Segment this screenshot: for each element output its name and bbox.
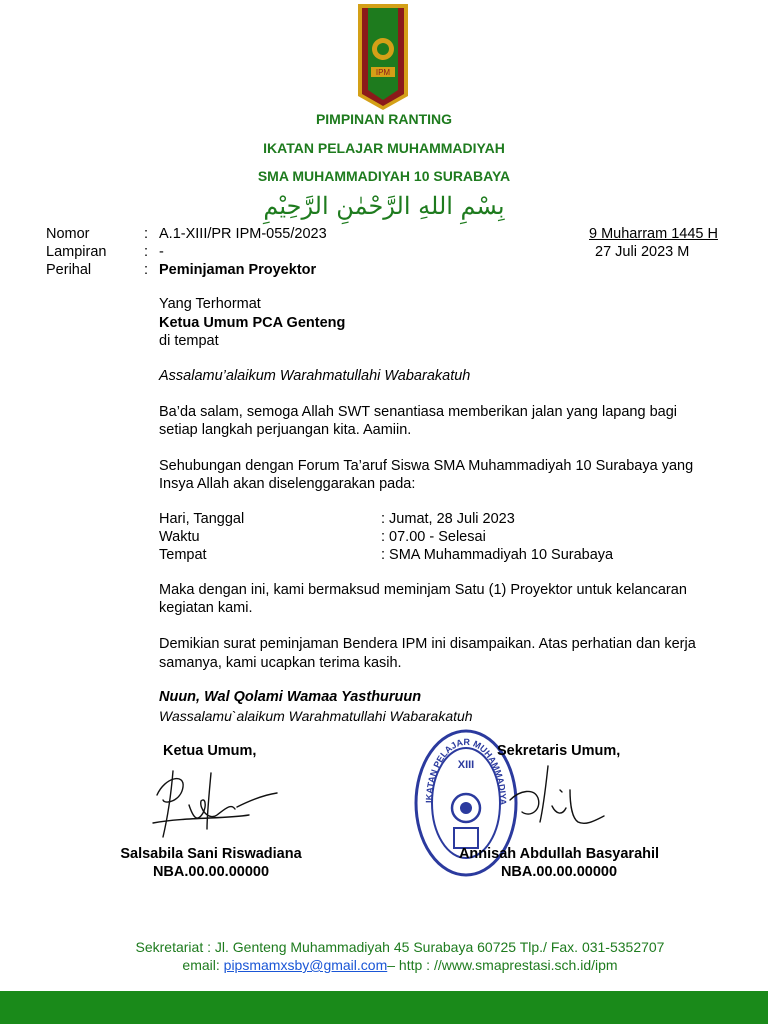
- left-signatory-nba: NBA.00.00.00000: [152, 864, 270, 880]
- recipient-greeting: Yang Terhormat: [159, 296, 261, 312]
- footer-contact: [0, 957, 768, 973]
- right-signatory-name: Annisah Abdullah Basyarahil: [458, 846, 660, 862]
- footer-email-label: email:: [182, 957, 224, 973]
- logo-text: IPM: [375, 68, 391, 77]
- lampiran-label: Lampiran: [46, 244, 107, 260]
- paragraph-1-line-1: Ba’da salam, semoga Allah SWT senantiasa memberikan jalan yang lapang bagi: [159, 404, 678, 420]
- date-masehi: 27 Juli 2023 M: [595, 244, 690, 260]
- paragraph-3-line-2: kegiatan kami.: [159, 600, 253, 616]
- detail-value-1: : Jumat, 28 Juli 2023: [381, 511, 515, 527]
- nomor-value: A.1-XIII/PR IPM-055/2023: [159, 226, 327, 242]
- stamp-center-text: XIII: [457, 759, 475, 771]
- detail-label-2: Waktu: [159, 529, 200, 545]
- paragraph-3-line-1: Maka dengan ini, kami bermaksud meminjam Satu (1) Proyektor untuk kelancaran: [159, 582, 687, 598]
- footer-bar: [0, 991, 768, 1024]
- header-line-2: IKATAN PELAJAR MUHAMMADIYAH: [263, 140, 505, 156]
- motto: Nuun, Wal Qolami Wamaa Yasthuruun: [159, 689, 422, 705]
- footer-address: Sekretariat : Jl. Genteng Muhammadiyah 45 Surabaya 60725 Tlp./ Fax. 031-5352707: [135, 939, 665, 955]
- perihal-label: Perihal: [46, 262, 92, 278]
- left-signatory-name: Salsabila Sani Riswadiana: [120, 846, 302, 862]
- right-signature: [500, 760, 610, 840]
- closing-salam: Wassalamu`alaikum Warahmatullahi Wabarakatuh: [159, 708, 473, 724]
- ipm-logo: [358, 4, 408, 110]
- date-hijri: 9 Muharram 1445 H: [589, 226, 718, 242]
- left-signatory-title: Ketua Umum,: [163, 743, 257, 759]
- lampiran-value: -: [159, 244, 164, 260]
- paragraph-4-line-2: samanya, kami ucapkan terima kasih.: [159, 655, 402, 671]
- header-line-3: SMA MUHAMMADIYAH 10 SURABAYA: [257, 168, 511, 184]
- stamp-ring-text: IKATAN PELAJAR MUHAMMADIYA: [423, 736, 509, 806]
- perihal-colon: :: [144, 262, 149, 278]
- bismillah-calligraphy: بِسْمِ اللهِ الرَّحْمٰنِ الرَّحِيْمِ: [263, 192, 505, 220]
- opening-salam: Assalamu’alaikum Warahmatullahi Wabarakatuh: [159, 368, 471, 384]
- paragraph-2-line-1: Sehubungan dengan Forum Ta’aruf Siswa SMA Muhammadiyah 10 Surabaya yang: [159, 458, 694, 474]
- paragraph-1-line-2: setiap langkah perjuangan kita. Aamiin.: [159, 422, 412, 438]
- paragraph-2-line-2: Insya Allah akan diselenggarakan pada:: [159, 476, 416, 492]
- recipient-place: di tempat: [159, 333, 219, 349]
- footer-web: – http : //www.smaprestasi.sch.id/ipm: [387, 957, 618, 973]
- header-line-1: PIMPINAN RANTING: [315, 111, 453, 127]
- nomor-colon: :: [144, 226, 149, 242]
- detail-label-3: Tempat: [159, 547, 207, 563]
- paragraph-4-line-1: Demikian surat peminjaman Bendera IPM ini disampaikan. Atas perhatian dan kerja: [159, 636, 696, 652]
- right-signatory-nba: NBA.00.00.00000: [500, 864, 618, 880]
- lampiran-colon: :: [144, 244, 149, 260]
- right-signatory-title: Sekretaris Umum,: [497, 743, 621, 759]
- recipient-name: Ketua Umum PCA Genteng: [159, 315, 346, 331]
- left-signature: [145, 765, 285, 845]
- nomor-label: Nomor: [46, 226, 90, 242]
- detail-label-1: Hari, Tanggal: [159, 511, 245, 527]
- footer-email-link[interactable]: pipsmamxsby@gmail.com: [223, 957, 388, 973]
- detail-value-3: : SMA Muhammadiyah 10 Surabaya: [381, 547, 614, 563]
- perihal-value: Peminjaman Proyektor: [159, 262, 317, 278]
- detail-value-2: : 07.00 - Selesai: [381, 529, 486, 545]
